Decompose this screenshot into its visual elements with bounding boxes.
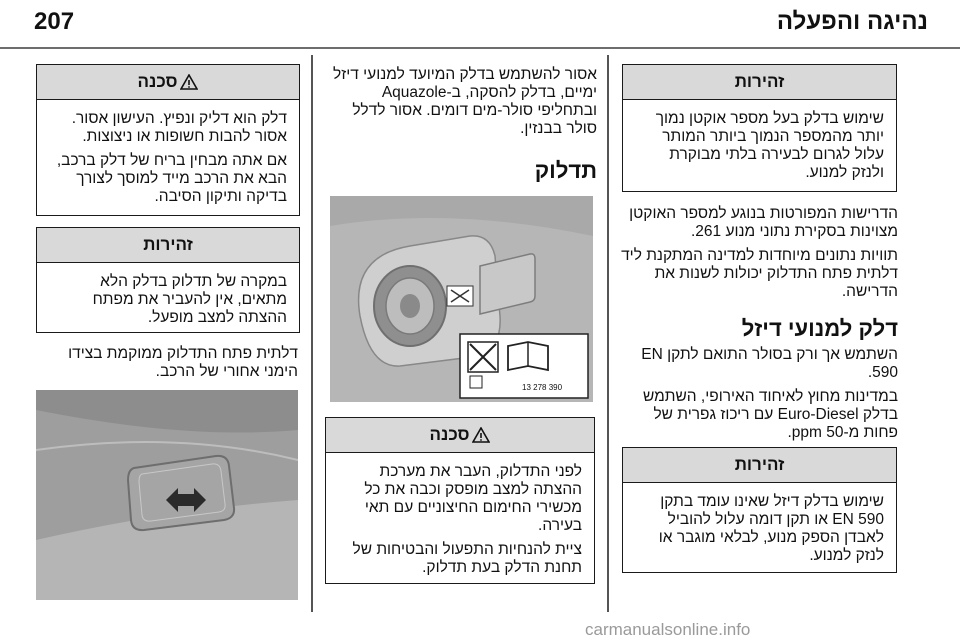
page-header (20, 4, 940, 42)
warning-triangle-icon (180, 74, 198, 90)
danger-box-body: לפני התדלוק, העבר את מערכת ההצתה למצב מופסק וכבה את כל מכשירי החימום החיצוניים עם תאי בעירה. ציית להנחיות התפעול והבטיחות של תחנת הדלק בעת תדלוק. (352, 463, 582, 576)
diesel-text: השתמש אך ורק בסולר התואם לתקן EN 590. במדינות מחוץ לאיחוד האירופי, השתמש בדלק Euro-Diesel עם ריכוז גפרית של פחות מ-50 ppm. (641, 346, 898, 441)
car-side-illustration (36, 390, 298, 600)
danger-box-body: דלק הוא דליק ונפיץ. העישון אסור. אסור להבות חשופות או ניצוצות. אם אתה מבחין בריח של דלק ברכב, הבא את הרכב מייד למוסך לצורך בדיקה ותיקון הסיבה. (56, 110, 287, 205)
fuel-flap-location-text: דלתית פתח התדלוק ממוקמת בצידו הימני אחורי של הרכב. (68, 345, 298, 380)
page-number: 207 (34, 8, 75, 35)
column-divider-right (607, 55, 609, 612)
danger-box-fuel (36, 64, 300, 216)
danger-box-refuelling (325, 417, 595, 584)
danger-box-title: סכנה (326, 418, 594, 453)
warning-box-wrong-fuel (36, 227, 300, 333)
figure-code: 13 278 390 (522, 383, 563, 392)
warning-box-octane (622, 64, 897, 192)
header-divider (0, 47, 960, 49)
octane-requirements-text: הדרישות המפורטות בנוגע למספר האוקטן מצוינות בסקירת נתוני מנוע 261. תוויות נתונים מיוחדות למדינה המתקנת ליד דלתית פתח התדלוק יכולות לשנות את הדרישה. (621, 205, 898, 300)
warning-box-body: במקרה של תדלוק בדלק הלא מתאים, אין להעביר את מפתח ההצתה למצב מופעל. (92, 273, 287, 326)
fuel-flap-side-photo (36, 390, 298, 600)
footer-watermark: carmanualsonline.info (585, 620, 751, 639)
warning-box-title: זהירות (623, 65, 896, 100)
diesel-heading: דלק למנועי דיזל (741, 316, 898, 341)
warning-box-diesel (622, 447, 897, 573)
warning-triangle-icon (472, 427, 490, 443)
warning-box-body: שימוש בדלק בעל מספר אוקטן נמוך יותר מהמספר הנמוך ביותר המותר עלול לגרום לבעירה בלתי מבוקרת ולנזק למנוע. (655, 110, 884, 181)
warning-box-title: זהירות (37, 228, 299, 263)
danger-box-title: סכנה (37, 65, 299, 100)
refuelling-heading: תדלוק (534, 158, 597, 183)
page-title: נהיגה והפעלה (776, 8, 928, 35)
fuel-flap-photo (330, 196, 593, 402)
diesel-restrictions-text: אסור להשתמש בדלק המיועד למנועי דיזל ימיים, בדלק להסקה, ב-Aquazole ובתחליפי סולר-מים דומים. אסור לדלל סולר בבנזין. (333, 66, 597, 137)
fuel-flap-illustration (330, 196, 593, 402)
column-divider-left (311, 55, 313, 612)
warning-box-title: זהירות (623, 448, 896, 483)
warning-box-body: שימוש בדלק דיזל שאינו עומד בתקן EN 590 או תקן דומה עלול להוביל לאבדן הספק מנוע, לבלאי מוגבר או לנזק למנוע. (658, 493, 884, 564)
